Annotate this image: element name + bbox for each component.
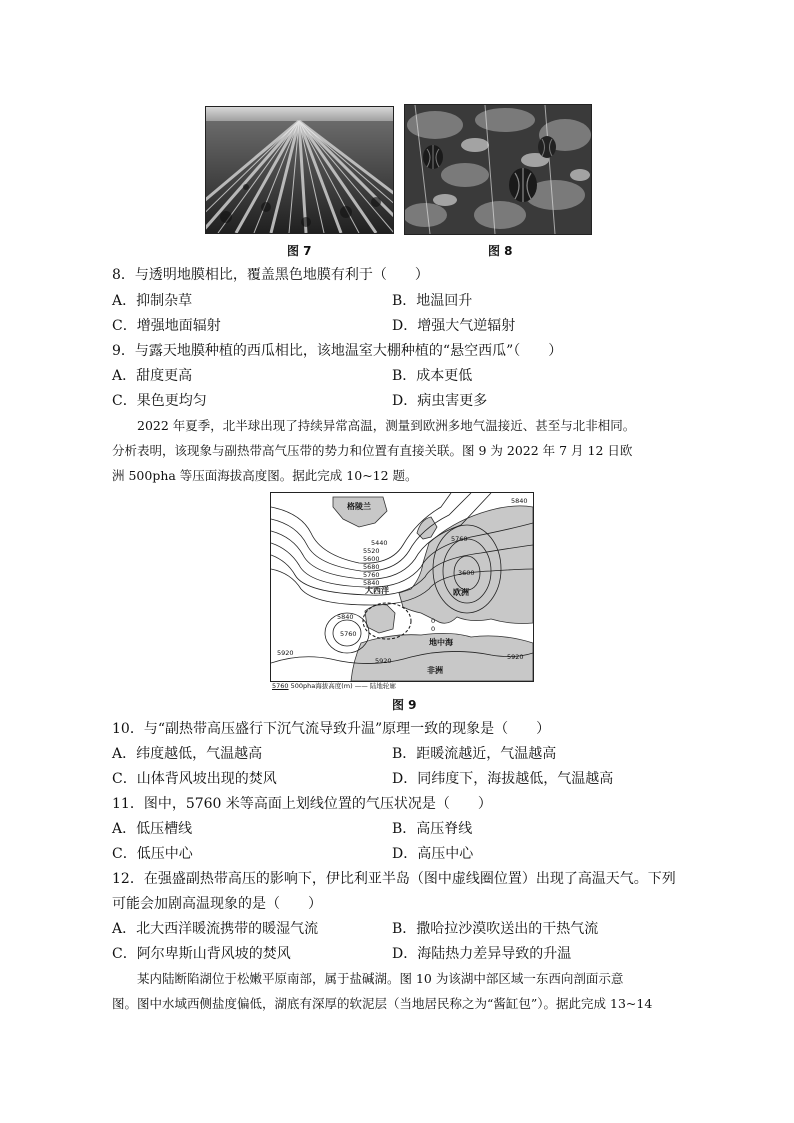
figure-9-caption: 图 9 bbox=[392, 698, 417, 712]
contour-5760: 5760 bbox=[363, 571, 380, 579]
legend-land-label: 陆地轮廓 bbox=[369, 682, 396, 690]
contour-5520: 5520 bbox=[363, 547, 380, 555]
figure-8-photo bbox=[404, 104, 592, 235]
question-8-option-a: A．抑制杂草 bbox=[112, 293, 193, 309]
figure-7-caption: 图 7 bbox=[287, 244, 312, 258]
contour-5840: 5840 bbox=[363, 579, 380, 587]
passage-10-12-line-3: 洲 500pha 等压面海拔高度图。据此完成 10~12 题。 bbox=[112, 468, 418, 483]
question-8-option-b: B．地温回升 bbox=[392, 293, 473, 309]
question-12-option-d: D．海陆热力差异导致的升温 bbox=[392, 946, 572, 962]
contour-5760-west: 5760 bbox=[340, 630, 357, 638]
passage-10-12 bbox=[112, 413, 684, 488]
figure-9-legend bbox=[272, 681, 396, 690]
map-label-europe: 欧洲 bbox=[453, 588, 469, 597]
question-8-option-d: D．增强大气逆辐射 bbox=[392, 318, 516, 334]
contour-5600: 5600 bbox=[363, 555, 380, 563]
question-9-stem: 9．与露天地膜种植的西瓜相比，该地温室大棚种植的“悬空西瓜”（ ） bbox=[112, 343, 563, 359]
question-11-stem: 11．图中，5760 米等高面上划线位置的气压状况是（ ） bbox=[112, 796, 492, 812]
contour-5920-west: 5920 bbox=[277, 649, 294, 657]
question-10-option-d: D．同纬度下，海拔越低，气温越高 bbox=[392, 771, 614, 787]
contour-5920-south: 5920 bbox=[375, 657, 392, 665]
map-label-greenland: 格陵兰 bbox=[347, 502, 371, 511]
question-12-option-b: B．撒哈拉沙漠吹送出的干热气流 bbox=[392, 921, 599, 937]
question-10-option-a: A．纬度越低，气温越高 bbox=[112, 746, 263, 762]
question-11-option-b: B．高压脊线 bbox=[392, 821, 473, 837]
legend-dash: —— bbox=[354, 682, 368, 690]
passage-13-14-line-2: 图。图中水域西侧盐度偏低，湖底有深厚的软泥层（当地居民称之为“酱缸包”）。据此完成 13~14 bbox=[112, 996, 653, 1011]
question-9-option-b: B．成本更低 bbox=[392, 368, 473, 384]
question-9-option-c: C．果色更均匀 bbox=[112, 393, 207, 409]
question-10-stem: 10．与“副热带高压盛行下沉气流导致升温”原理一致的现象是（ ） bbox=[112, 721, 551, 737]
contour-0-a: 0 bbox=[431, 617, 436, 625]
map-label-atlantic: 大西洋 bbox=[365, 586, 389, 595]
question-8-option-c: C．增强地面辐射 bbox=[112, 318, 221, 334]
question-11-option-c: C．低压中心 bbox=[112, 846, 193, 862]
question-10-option-b: B．距暖流越近，气温越高 bbox=[392, 746, 557, 762]
map-label-mediterranean: 地中海 bbox=[429, 638, 453, 647]
question-12-stem-line-2: 可能会加剧高温现象的是（ ） bbox=[112, 896, 322, 912]
question-11-option-d: D．高压中心 bbox=[392, 846, 474, 862]
contour-5840-ne: 5840 bbox=[511, 497, 528, 505]
figure-7-photo bbox=[205, 106, 394, 234]
passage-13-14 bbox=[112, 966, 684, 1016]
contour-0-b: 0 bbox=[431, 625, 436, 633]
question-9-option-d: D．病虫害更多 bbox=[392, 393, 488, 409]
hanging-watermelon-image bbox=[405, 105, 591, 234]
question-11-option-a: A．低压槽线 bbox=[112, 821, 193, 837]
question-12-stem-line-1: 12．在强盛副热带高压的影响下，伊比利亚半岛（图中虚线圈位置）出现了高温天气。下列 bbox=[112, 871, 676, 887]
question-12-option-c: C．阿尔卑斯山背风坡的焚风 bbox=[112, 946, 291, 962]
map-label-africa: 非洲 bbox=[427, 666, 443, 675]
contour-5440: 5440 bbox=[371, 539, 388, 547]
contour-5680: 5680 bbox=[363, 563, 380, 571]
passage-10-12-line-1: 2022 年夏季，北半球出现了持续异常高温，测量到欧洲多地气温接近、甚至与北非相同。 bbox=[137, 418, 636, 433]
contour-5760-europe: 5760 bbox=[451, 535, 468, 543]
question-12-option-a: A．北大西洋暖流携带的暖湿气流 bbox=[112, 921, 319, 937]
contour-map-svg bbox=[271, 493, 533, 681]
figure-9-contour-map bbox=[270, 492, 534, 682]
contour-5840-west: 5840 bbox=[337, 613, 354, 621]
question-8-stem: 8．与透明地膜相比，覆盖黑色地膜有利于（ ） bbox=[112, 267, 429, 283]
legend-contour-value: 5760 bbox=[272, 682, 289, 690]
contour-5920-east: 5920 bbox=[507, 653, 524, 661]
passage-13-14-line-1: 某内陆断陷湖位于松嫩平原南部，属于盐碱湖。图 10 为该湖中部区域一东西向剖面示意 bbox=[137, 971, 624, 986]
question-9-option-a: A．甜度更高 bbox=[112, 368, 193, 384]
figure-8-caption: 图 8 bbox=[488, 244, 513, 258]
legend-contour-label: 500pha海拔高度(m) bbox=[290, 682, 353, 690]
field-rows-image bbox=[206, 107, 393, 233]
contour-3600-center: 3600 bbox=[458, 569, 475, 577]
question-10-option-c: C．山体背风坡出现的焚风 bbox=[112, 771, 277, 787]
passage-10-12-line-2: 分析表明，该现象与副热带高气压带的势力和位置有直接关联。图 9 为 2022 年 7 月 12 日欧 bbox=[112, 443, 633, 458]
